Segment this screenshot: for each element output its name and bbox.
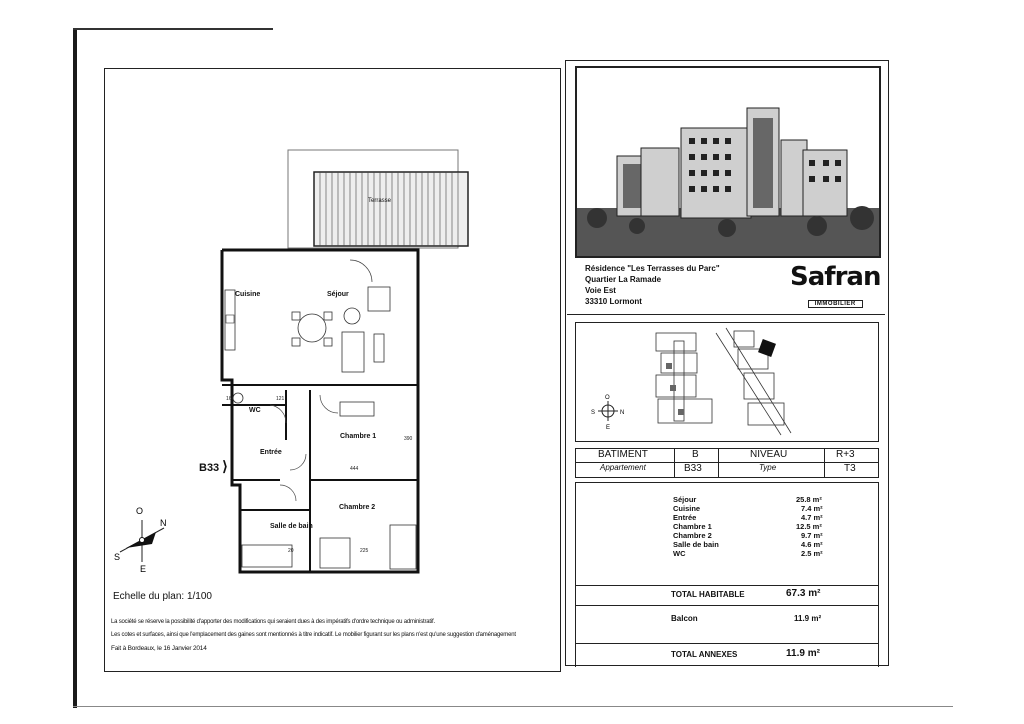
- dim-text: 20: [288, 548, 294, 554]
- room-label-sejour: Séjour: [327, 291, 349, 298]
- note-line: Fait à Bordeaux, le 16 Janvier 2014: [111, 645, 207, 652]
- dim-text: 444: [350, 466, 359, 472]
- sheet-edge-left: [73, 28, 77, 708]
- plan-scale: Echelle du plan: 1/100: [113, 591, 212, 602]
- compass-o: O: [136, 506, 144, 516]
- batiment-label: BATIMENT: [598, 449, 648, 460]
- address-line: Voie Est: [585, 286, 616, 295]
- room-label-chambre1: Chambre 1: [340, 433, 377, 440]
- brand-logo: [790, 262, 880, 310]
- terrace-slab: [314, 172, 468, 246]
- compass-rose-icon: [112, 500, 172, 576]
- type-label: Type: [759, 463, 777, 472]
- surface-room: Salle de bain: [673, 540, 719, 549]
- surface-room: Chambre 2: [673, 531, 712, 540]
- dim-text: 390: [404, 436, 413, 442]
- apartment-marker-label: B33: [199, 462, 220, 474]
- divider: [567, 314, 885, 315]
- dim-text: 121: [276, 396, 285, 402]
- room-label-cuisine: Cuisine: [235, 291, 261, 298]
- room-label-terrasse: Terrasse: [368, 198, 392, 204]
- surface-area: 9.7 m²: [801, 531, 823, 540]
- surface-area: 12.5 m²: [796, 522, 822, 531]
- surface-room: Cuisine: [673, 504, 701, 513]
- surface-area: 7.4 m²: [801, 504, 823, 513]
- address-line: Quartier La Ramade: [585, 275, 662, 284]
- divider: [576, 605, 878, 606]
- balcon-value: 11.9 m²: [794, 614, 822, 623]
- building-photo: [575, 66, 881, 258]
- note-line: Les cotes et surfaces, ainsi que l'emplacement des gaines sont mentionnés à titre indicatif. Le mobilier figurant sur les plans n'est qu'une suggestion d'aménagement: [111, 632, 516, 638]
- divider: [576, 585, 878, 586]
- site-compass-o: O: [605, 395, 610, 401]
- dim-text: 16: [226, 396, 232, 402]
- appartement-value: B33: [684, 463, 702, 474]
- floor-plan: [180, 140, 470, 580]
- surface-area: 2.5 m²: [801, 549, 823, 558]
- site-plan-drawing: [576, 323, 878, 441]
- total-annexes-label: TOTAL ANNEXES: [671, 650, 738, 659]
- surface-room: Séjour: [673, 495, 697, 504]
- room-label-entree: Entrée: [260, 449, 282, 456]
- type-value: T3: [844, 463, 856, 474]
- address-block: [585, 263, 720, 307]
- note-line: La société se réserve la possibilité d'apporter des modifications qui seraient dues à des impératifs d'ordre technique ou administratif.: [111, 619, 435, 625]
- surface-room: Entrée: [673, 513, 697, 522]
- sheet-edge-bottom: [73, 706, 953, 707]
- brand-sub: IMMOBILIER: [808, 300, 863, 308]
- room-label-chambre2: Chambre 2: [339, 504, 376, 511]
- total-habitable-value: 67.3 m²: [786, 588, 821, 599]
- appartement-label: Appartement: [600, 463, 646, 472]
- surface-area: 4.6 m²: [801, 540, 823, 549]
- info-grid: [575, 448, 879, 478]
- grid-vline: [718, 449, 719, 477]
- balcon-label: Balcon: [671, 614, 698, 623]
- dim-text: 225: [360, 548, 369, 554]
- room-label-wc: WC: [249, 407, 261, 414]
- site-compass-n: N: [620, 410, 625, 416]
- batiment-value: B: [692, 449, 699, 460]
- address-line: Résidence "Les Terrasses du Parc": [585, 264, 720, 273]
- total-annexes-value: 11.9 m²: [786, 648, 820, 659]
- brand-name: Safran: [790, 262, 881, 292]
- surface-room: Chambre 1: [673, 522, 712, 531]
- site-plan: [575, 322, 879, 442]
- surface-room: WC: [673, 549, 686, 558]
- compass-n: N: [160, 518, 167, 528]
- room-label-sdb: Salle de bain: [270, 523, 313, 530]
- compass-e: E: [140, 564, 147, 574]
- surface-area: 25.8 m²: [796, 495, 822, 504]
- niveau-label: NIVEAU: [750, 449, 788, 460]
- chevron-right-icon: ⟩: [222, 458, 228, 474]
- site-compass-s: S: [591, 410, 596, 416]
- niveau-value: R+3: [836, 449, 855, 460]
- building-image: [577, 68, 879, 256]
- apartment-marker: [199, 458, 228, 475]
- divider: [576, 643, 878, 644]
- compass-s: S: [114, 552, 121, 562]
- surface-area: 4.7 m²: [801, 513, 823, 522]
- site-compass-e: E: [606, 425, 611, 431]
- surfaces-table: [575, 482, 879, 667]
- sheet-edge-top: [73, 28, 273, 30]
- address-line: 33310 Lormont: [585, 297, 642, 306]
- grid-vline: [824, 449, 825, 477]
- total-habitable-label: TOTAL HABITABLE: [671, 590, 745, 599]
- plan-notes: [111, 616, 516, 655]
- grid-vline: [674, 449, 675, 477]
